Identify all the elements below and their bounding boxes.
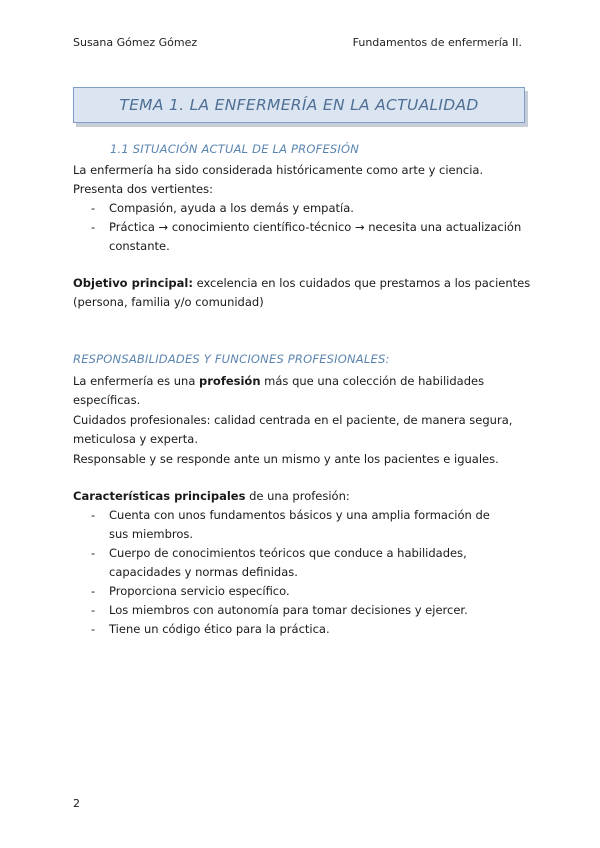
list-item: - Cuerpo de conocimientos teóricos que conduce a habilidades, capacidades y normas definidas.	[91, 546, 467, 579]
list-item: - Proporciona servicio específico.	[91, 584, 290, 598]
section2-p2-line1: Cuidados profesionales: calidad centrada en el paciente, de manera segura,	[73, 413, 513, 427]
list-item: - Cuenta con unos fundamentos básicos y una amplia formación de sus miembros.	[91, 508, 490, 541]
list-item: - Práctica → conocimiento científico-técnico → necesita una actualización	[91, 220, 522, 234]
objective-line	[73, 274, 530, 293]
section2-p1-line2: específicas.	[73, 393, 141, 407]
list-item: - Los miembros con autonomía para tomar decisiones y ejercer.	[91, 603, 468, 617]
objective-text: excelencia en los cuidados que prestamos a los pacientes	[192, 276, 531, 290]
objective-line2: (persona, familia y/o comunidad)	[73, 295, 264, 309]
page-title: TEMA 1. LA ENFERMERÍA EN LA ACTUALIDAD	[119, 96, 479, 114]
section1-line1: La enfermería ha sido considerada históricamente como arte y ciencia.	[73, 163, 484, 177]
list-item: - Tiene un código ético para la práctica.	[91, 622, 330, 636]
section2-p1: La enfermería es una profesión más que una colección de habilidades	[73, 374, 485, 388]
section1-heading: 1.1 SITUACIÓN ACTUAL DE LA PROFESIÓN	[110, 142, 360, 156]
characteristics-intro: Características principales de una profesión:	[73, 489, 350, 503]
section1-line2: Presenta dos vertientes:	[73, 182, 213, 196]
section2-heading: RESPONSABILIDADES Y FUNCIONES PROFESIONALES:	[73, 352, 390, 366]
header-author: Susana Gómez Gómez	[73, 36, 198, 49]
section2-p3: Responsable y se responde ante un mismo y ante los pacientes e iguales.	[73, 452, 499, 466]
list-item-continuation: constante.	[109, 239, 170, 253]
header-course: Fundamentos de enfermería II.	[352, 36, 522, 49]
page-number: 2	[73, 797, 80, 810]
objective-label: Objetivo principal:	[73, 276, 193, 290]
title-box	[73, 87, 525, 123]
list-item: - Compasión, ayuda a los demás y empatía.	[91, 201, 354, 215]
section2-p2-line2: meticulosa y experta.	[73, 432, 198, 446]
